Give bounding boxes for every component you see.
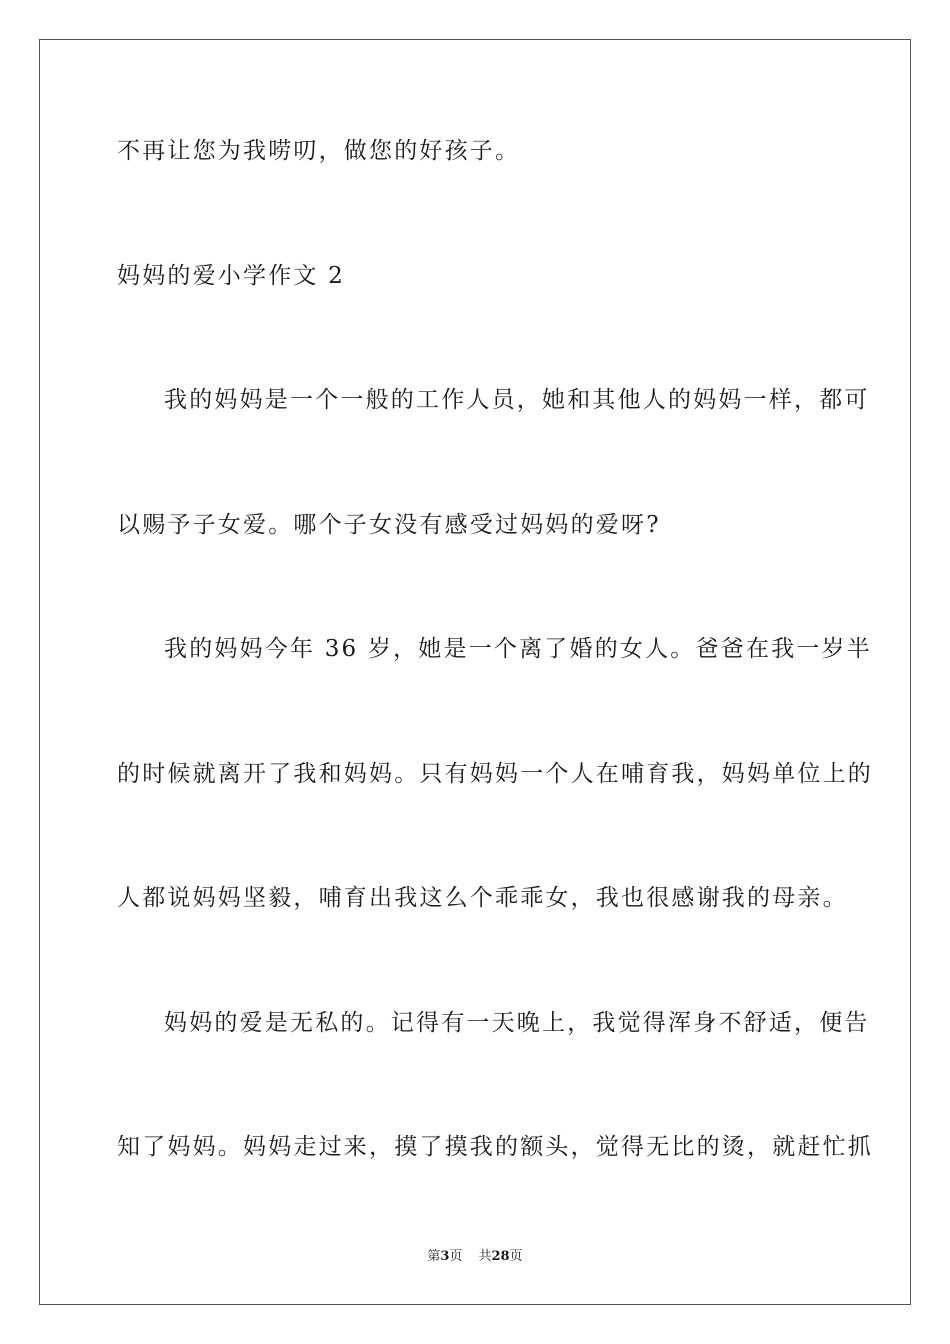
section-heading: 妈妈的爱小学作文 2 bbox=[117, 263, 345, 289]
text-line-1: 不再让您为我唠叨，做您的好孩子。 bbox=[117, 138, 521, 164]
paragraph-1-line-2: 以赐予子女爱。哪个子女没有感受过妈妈的爱呀? bbox=[117, 512, 661, 538]
footer-page-total: 28 bbox=[491, 1249, 510, 1264]
paragraph-2-line-2: 的时候就离开了我和妈妈。只有妈妈一个人在哺育我，妈妈单位上的 bbox=[117, 761, 873, 787]
footer-page-current: 3 bbox=[440, 1249, 450, 1264]
footer-page-prefix: 第 bbox=[427, 1249, 441, 1264]
paragraph-2-line-3: 人都说妈妈坚毅，哺育出我这么个乖乖女，我也很感谢我的母亲。 bbox=[117, 885, 848, 911]
paragraph-1-line-1: 我的妈妈是一个一般的工作人员，她和其他人的妈妈一样，都可 bbox=[164, 387, 870, 413]
footer-total-unit: 页 bbox=[509, 1249, 523, 1264]
page-footer bbox=[0, 1248, 950, 1266]
paragraph-3-line-1: 妈妈的爱是无私的。记得有一天晚上，我觉得浑身不舒适，便告 bbox=[164, 1010, 870, 1036]
paragraph-2-line-1: 我的妈妈今年 36 岁，她是一个离了婚的女人。爸爸在我一岁半 bbox=[164, 636, 872, 662]
footer-total-prefix: 共 bbox=[478, 1249, 492, 1264]
paragraph-3-line-2: 知了妈妈。妈妈走过来，摸了摸我的额头，觉得无比的烫，就赶忙抓 bbox=[117, 1134, 873, 1160]
page-border bbox=[39, 39, 911, 1305]
footer-page-unit: 页 bbox=[449, 1249, 463, 1264]
